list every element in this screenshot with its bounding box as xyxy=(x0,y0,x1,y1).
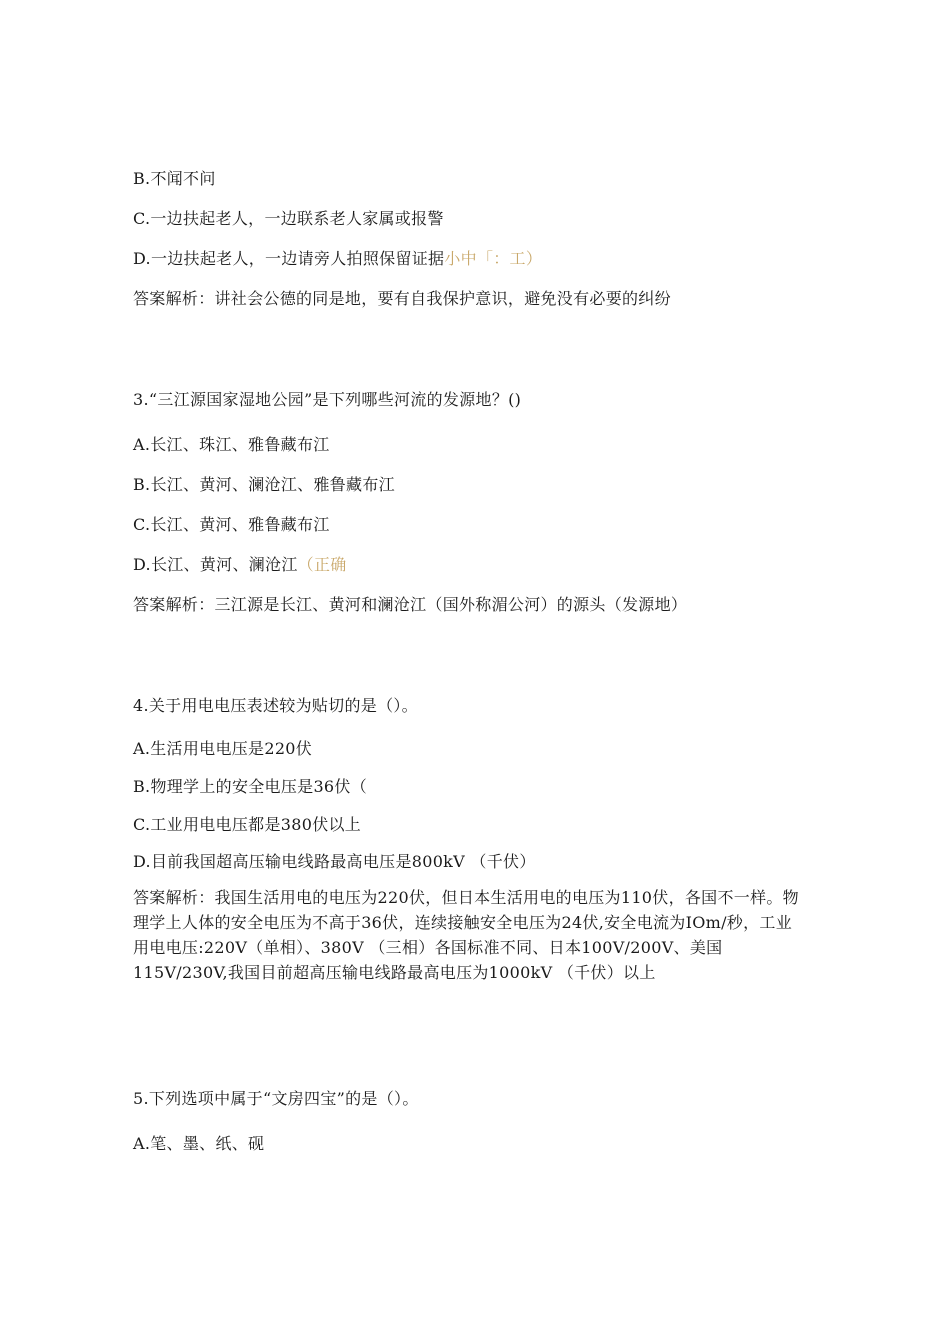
q4-option-c: C.工业用电电压都是380伏以上 xyxy=(133,815,362,834)
q4-option-b: B.物理学上的安全电压是36伏（ xyxy=(133,777,368,796)
q3-analysis: 答案解析：三江源是长江、黄河和澜沧江（国外称湄公河）的源头（发源地） xyxy=(133,595,688,614)
q3-question: 3.“三江源国家湿地公园”是下列哪些河流的发源地？() xyxy=(133,390,522,409)
q3-option-a: A.长江、珠江、雅鲁藏布江 xyxy=(133,435,330,454)
q2-option-c: C.一边扶起老人，一边联系老人家属或报警 xyxy=(133,209,444,228)
q4-option-a: A.生活用电电压是220伏 xyxy=(133,739,313,758)
q5-question: 5.下列选项中属于“文房四宝”的是（）。 xyxy=(133,1089,419,1108)
q3-option-c: C.长江、黄河、雅鲁藏布江 xyxy=(133,515,330,534)
q4-option-d: D.目前我国超高压输电线路最高电压是800kV （千伏） xyxy=(133,852,536,871)
q2-analysis: 答案解析：讲社会公德的同是地，要有自我保护意识，避免没有必要的纠纷 xyxy=(133,289,671,308)
q3-answer-mark: （正确 xyxy=(297,555,347,574)
q3-option-d-text: D.长江、黄河、澜沧江 xyxy=(133,555,298,574)
q4-analysis: 答案解析：我国生活用电的电压为220伏，但日本生活用电的电压为110伏，各国不一样。物理学上人体的安全电压为不高于36伏，连续接触安全电压为24伏,安全电流为IOm/秒，工业用电电压:220V（单相）、380V （三相）各国标准不同、日本100V/200V、美国115V/230V,我国目前超高压输电线路最高电压为1000kV （千伏）以上 xyxy=(133,888,799,982)
q2-answer-mark: 小中「：工） xyxy=(444,249,543,268)
q2-option-d-text: D.一边扶起老人，一边请旁人拍照保留证据 xyxy=(133,249,445,268)
q3-option-b: B.长江、黄河、澜沧江、雅鲁藏布江 xyxy=(133,475,395,494)
q2-option-b: B.不闻不问 xyxy=(133,169,216,188)
q4-question: 4.关于用电电压表述较为贴切的是（）。 xyxy=(133,696,418,715)
q2-option-d xyxy=(133,248,542,270)
q3-option-d xyxy=(133,554,347,576)
q5-option-a: A.笔、墨、纸、砚 xyxy=(133,1134,265,1153)
